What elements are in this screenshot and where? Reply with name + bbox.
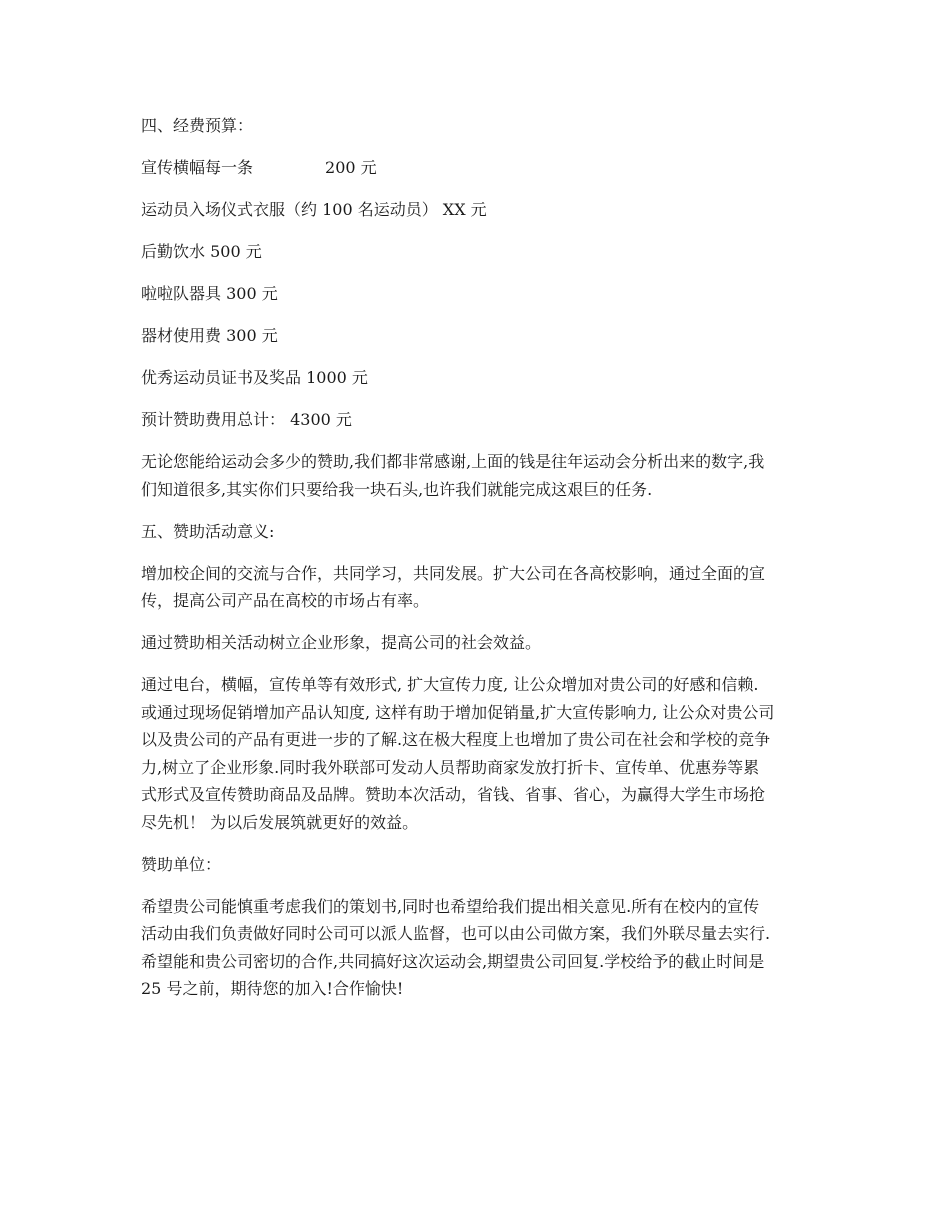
budget-total: 预计赞助费用总计： 4300 元: [141, 410, 352, 429]
significance-paragraph-1: [141, 560, 811, 615]
significance-paragraph-3: [141, 671, 811, 836]
budget-item-label: 宣传横幅每一条: [141, 158, 254, 177]
budget-item-water: 后勤饮水 500 元: [141, 242, 262, 261]
section5-heading: 五、赞助活动意义:: [141, 521, 275, 541]
text-line: 尽先机！ 为以后发展筑就更好的效益。: [141, 812, 419, 832]
budget-item-equipment-fee: 器材使用费 300 元: [141, 326, 278, 345]
text-line: 活动由我们负责做好同时公司可以派人监督，也可以由公司做方案，我们外联尽量去实行.: [141, 924, 771, 943]
text-line: 或通过现场促销增加产品认知度, 这样有助于增加促销量,扩大宣传影响力, 让公众对贵公司: [141, 702, 775, 722]
text-line: 传，提高公司产品在高校的市场占有率。: [141, 591, 430, 610]
text-line: 力,树立了企业形象.同时我外联部可发动人员帮助商家发放打折卡、宣传单、优惠券等累: [141, 757, 760, 777]
text-line: 希望贵公司能慎重考虑我们的策划书,同时也希望给我们提出相关意见.所有在校内的宣传: [141, 896, 760, 916]
text-line: 25 号之前，期待您的加入!合作愉快!: [141, 979, 404, 998]
text-line: 增加校企间的交流与合作，共同学习，共同发展。扩大公司在各高校影响，通过全面的宣: [141, 563, 766, 583]
sponsor-heading: 赞助单位：: [141, 854, 222, 874]
text-line: 们知道很多,其实你们只要给我一块石头,也许我们就能完成这艰巨的任务.: [141, 479, 653, 499]
budget-item-cheer-equipment: 啦啦队器具 300 元: [141, 284, 278, 303]
budget-item-amount: 200 元: [325, 158, 377, 177]
significance-paragraph-2: 通过赞助相关活动树立企业形象，提高公司的社会效益。: [141, 633, 542, 652]
text-line: 式形式及宣传赞助商品及品牌。赞助本次活动，省钱、省事、省心，为赢得大学生市场抢: [141, 785, 766, 804]
text-line: 无论您能给运动会多少的赞助,我们都非常感谢,上面的钱是往年运动会分析出来的数字,我: [141, 452, 765, 471]
text-line: 以及贵公司的产品有更进一步的了解.这在极大程度上也增加了贵公司在社会和学校的竞争: [141, 730, 771, 749]
sponsor-paragraph: [141, 893, 811, 1003]
budget-note-paragraph: [141, 448, 811, 503]
section4-heading: 四、经费预算：: [141, 116, 254, 135]
budget-item-awards: 优秀运动员证书及奖品 1000 元: [141, 368, 368, 387]
text-line: 通过电台，横幅，宣传单等有效形式, 扩大宣传力度, 让公众增加对贵公司的好感和信赖.: [141, 675, 759, 694]
budget-item-uniforms: 运动员入场仪式衣服（约 100 名运动员） XX 元: [141, 200, 487, 219]
document-body: [141, 112, 811, 1017]
budget-item-banner: [141, 154, 811, 182]
text-line: 希望能和贵公司密切的合作,共同搞好这次运动会,期望贵公司回复.学校给予的截止时间是: [141, 951, 765, 971]
